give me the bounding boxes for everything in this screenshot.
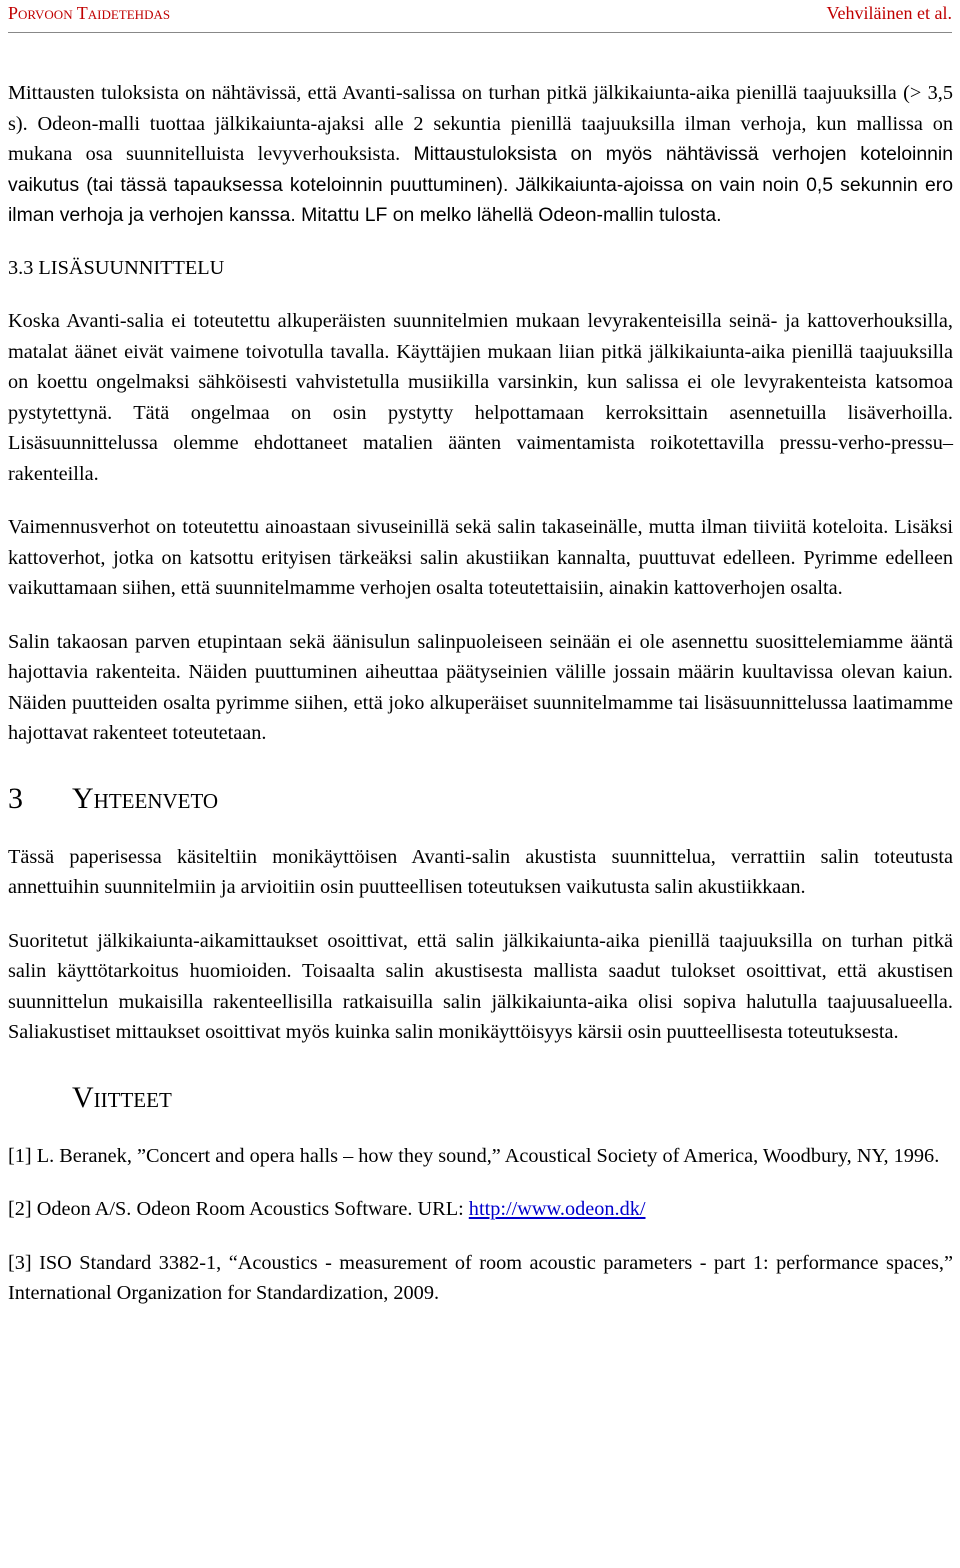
- subsection-paragraph-1: Koska Avanti-salia ei toteutettu alkuperäisten suunnitelmien mukaan levyrakenteisilla seinä- ja kattoverhouksilla, matalat äänet eivät vaimene toivotulla tavalla. Käyttäjien mukaan liian pitkä jälkikaiunta-aika pienillä taajuuksilla on koettu ongelmaksi sähköisesti vahvistetulla musiikilla varsinkin, kun salissa ei ole levyrakenteista katsomoa pystytettynä. Tätä ongelmaa on osin pystytty helpottamaan kerroksittain asennetuilla lisäverhoilla. Lisäsuunnittelussa olemme ehdottaneet matalien äänten vaimentamista roikotettavilla pressu-verho-pressu–rakenteilla.: [8, 310, 953, 485]
- header-journal-title: Porvoon Taidetehdas: [8, 3, 171, 23]
- odeon-link[interactable]: http://www.odeon.dk/: [468, 1198, 646, 1220]
- results-paragraph-serif: Mittausten tuloksista on nähtävissä, että Avanti-salissa on turhan pitkä jälkikaiunta-aika pienillä taajuuksilla (> 3,5 s). Odeon-malli tuottaa jälkikaiunta-ajaksi alle 2 sekuntia pienillä taajuuksilla ilman verhoja, kun mallissa on mukana osa suunnitelluista levyverhouksista.: [8, 82, 953, 165]
- summary-paragraph-1: Tässä paperisessa käsiteltiin monikäyttöisen Avanti-salin akustista suunnittelua, verrattiin salin toteutusta annettuihin suunnitelmiin ja arvioitiin osin puutteellisen toteutuksen vaikutusta salin akustiikkaan.: [8, 845, 953, 898]
- summary-section-label: Yhteenveto: [72, 781, 219, 815]
- page-header: [8, 0, 952, 33]
- reference-item-3: [3] ISO Standard 3382-1, “Acoustics - measurement of room acoustic parameters - part 1: performance spaces,” International Organization for Standardization, 2009.: [8, 1251, 953, 1304]
- subsection-paragraph-3: Salin takaosan parven etupintaan sekä äänisulun salinpuoleiseen seinään ei ole asennettu suosittelemiamme ääntä hajottavia rakenteita. Näiden puuttuminen aiheuttaa päätyseinien välille jossain määrin kuultavissa olevan kaiun. Näiden puutteiden osalta pyrimme siihen, että joko alkuperäiset suunnitelmamme tai lisäsuunnittelussa laatimamme hajottavat rakenteet toteutetaan.: [8, 630, 953, 744]
- reference-item-2-text: [2] Odeon A/S. Odeon Room Acoustics Software. URL:: [8, 1198, 469, 1220]
- page-content: [8, 78, 953, 1309]
- summary-paragraph-2: Suoritetut jälkikaiunta-aikamittaukset osoittivat, että salin jälkikaiunta-aika pienillä taajuuksilla on turhan pitkä salin käyttötarkoitus huomioiden. Toisaalta salin akustisesta mallista saadut tulokset osoittivat, että akustisen suunnittelun mukaisilla rakenteellisilla ratkaisuilla salin jälkikaiunta-aika olisi sopiva halutulla taajuusalueella. Saliakustiset mittaukset osoittivat myös kuinka salin monikäyttöisyys kärsii osin puutteellisesta toteutuksesta.: [8, 929, 953, 1043]
- reference-item-1: [1] L. Beranek, ”Concert and opera halls – how they sound,” Acoustical Society of America, Woodbury, NY, 1996.: [8, 1144, 940, 1167]
- subsection-paragraph-2: Vaimennusverhot on toteutettu ainoastaan sivuseinillä sekä salin takaseinälle, mutta ilman tiiviitä koteloita. Lisäksi kattoverhot, jotka on katsottu erityisen tärkeäksi salin akustiikan kannalta, puuttuvat edelleen. Pyrimme edelleen vaikuttamaan siihen, että suunnitelmamme verhojen osalta toteutettaisiin, ainakin kattoverhojen osalta.: [8, 516, 953, 599]
- summary-section-number: 3: [8, 781, 23, 815]
- reference-list: [8, 1118, 953, 1309]
- summary-section-title: [8, 779, 953, 819]
- subsection-heading: 3.3 LISÄSUUNNITTELU: [8, 256, 225, 279]
- header-authors: Vehviläinen et al.: [826, 3, 952, 23]
- reference-item-2: [8, 1194, 953, 1225]
- references-title: Viitteet: [72, 1080, 172, 1114]
- results-paragraph-sans: Mittaustuloksista on myös nähtävissä verhojen koteloinnin vaikutus (tai tässä tapauksessa koteloinnin puuttuminen). Jälkikaiunta-ajoissa on vain noin 0,5 sekunnin ero ilman verhoja ja verhojen kanssa. Mitattu LF on melko lähellä Odeon-mallin tulosta.: [8, 143, 953, 226]
- results-paragraph: [8, 78, 953, 231]
